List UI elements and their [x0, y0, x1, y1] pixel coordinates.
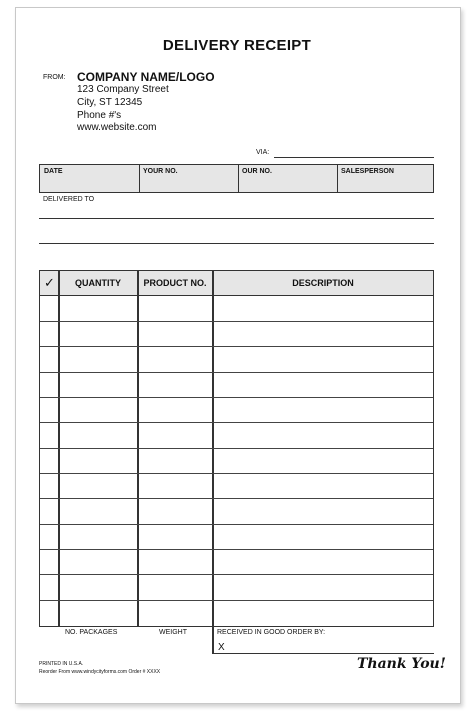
table-row[interactable] [40, 346, 433, 347]
received-by-label: RECEIVED IN GOOD ORDER BY: [217, 629, 326, 636]
table-row[interactable] [40, 524, 433, 525]
delivered-to-label: DELIVERED TO [43, 196, 95, 203]
table-row[interactable] [40, 473, 433, 474]
salesperson-field[interactable] [337, 165, 433, 192]
reorder-text: Reorder From www.windycityforms.com Order # XXXX [39, 669, 161, 675]
our-no-field[interactable] [238, 165, 337, 192]
our-no-label: OUR NO. [242, 168, 272, 175]
table-row[interactable] [40, 372, 433, 373]
product-no-header: PRODUCT NO. [143, 278, 207, 288]
footer-divider [212, 627, 214, 653]
check-icon: ✓ [44, 275, 55, 290]
date-field[interactable] [40, 165, 140, 192]
from-label: FROM: [43, 74, 66, 81]
packages-label: NO. PACKAGES [65, 629, 118, 636]
weight-label: WEIGHT [159, 629, 187, 636]
quantity-header: QUANTITY [75, 278, 121, 288]
company-city: City, ST 12345 [77, 97, 143, 108]
company-phone: Phone #'s [77, 110, 122, 121]
items-table [39, 270, 434, 627]
company-street: 123 Company Street [77, 84, 169, 95]
items-table-header [40, 271, 433, 296]
via-label: VIA: [256, 149, 270, 156]
company-name: COMPANY NAME/LOGO [77, 70, 215, 84]
delivered-to-line-1[interactable] [39, 218, 434, 219]
your-no-label: YOUR NO. [143, 168, 178, 175]
printed-in-text: PRINTED IN U.S.A. [39, 661, 84, 667]
your-no-field[interactable] [139, 165, 238, 192]
table-row[interactable] [40, 574, 433, 575]
thank-you-text: Thank You! [357, 656, 446, 672]
table-row[interactable] [40, 422, 433, 423]
company-website: www.website.com [77, 122, 157, 133]
table-row[interactable] [40, 549, 433, 550]
date-label: DATE [44, 168, 63, 175]
via-field[interactable] [274, 157, 434, 158]
table-row[interactable] [40, 600, 433, 601]
info-header-row [39, 164, 434, 193]
table-row[interactable] [40, 397, 433, 398]
delivered-to-line-2[interactable] [39, 243, 434, 244]
signature-line[interactable] [212, 653, 434, 654]
signature-mark: X [218, 642, 225, 653]
table-row[interactable] [40, 498, 433, 499]
description-header: DESCRIPTION [292, 278, 354, 288]
table-row[interactable] [40, 448, 433, 449]
form-title: DELIVERY RECEIPT [162, 37, 312, 54]
table-row[interactable] [40, 321, 433, 322]
salesperson-label: SALESPERSON [341, 168, 394, 175]
